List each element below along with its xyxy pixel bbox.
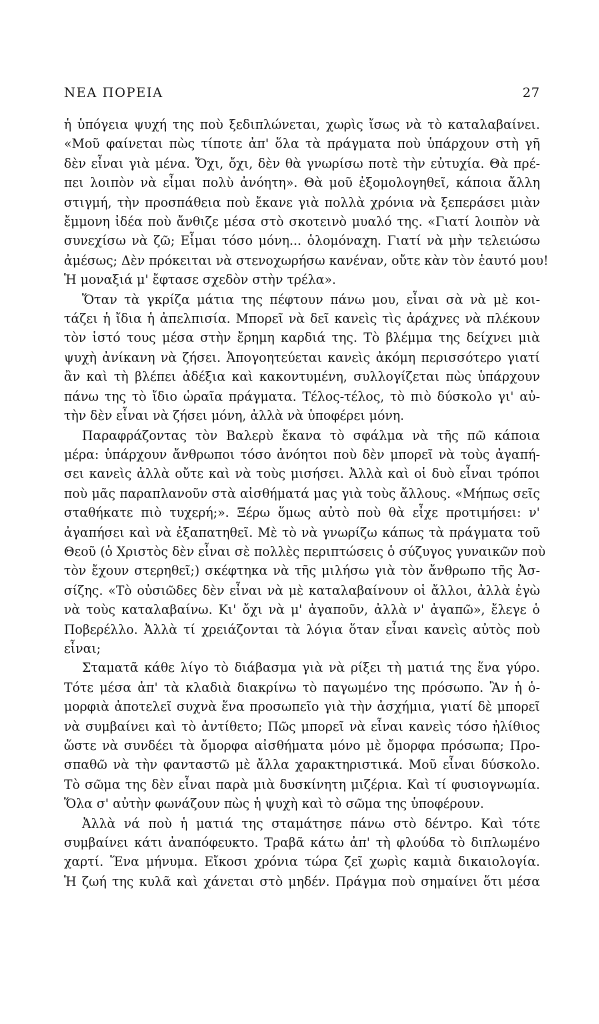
text-line: νὰ τοὺς καταλαβαίνω. Κι' ὄχι νὰ μ' ἀγαποῦν, ἀλλὰ ν' ἀγαπῶ», ἔλεγε ὁ bbox=[64, 602, 540, 618]
text-line: χαρτί. Ἕνα μήνυμα. Εἴκοσι χρόνια τώρα ζεῖ χωρὶς καμιὰ δικαιολογία. bbox=[64, 854, 540, 870]
paragraph bbox=[64, 290, 540, 426]
text-line: δὲν εἶναι γιὰ μένα. Ὄχι, ὄχι, δὲν θὰ γνωρίσω ποτὲ τὴν εὐτυχία. Θὰ πρέ- bbox=[64, 155, 540, 171]
text-line: εἶναι; bbox=[64, 640, 101, 656]
text-line: ψυχὴ ἀνίκανη νὰ ζήσει. Ἀπογοητεύεται κανεὶς ἀκόμη περισσότερο γιατί bbox=[64, 349, 540, 365]
running-title: ΝΕΑ ΠΟΡΕΙΑ bbox=[64, 86, 164, 101]
paragraph bbox=[64, 658, 540, 813]
text-line: στιγμή, τὴν προσπάθεια ποὺ ἔκανε γιὰ πολλὰ χρόνια νὰ ξεπεράσει μιὰν bbox=[64, 194, 540, 210]
text-line: Θεοῦ (ὁ Χριστὸς δὲν εἶναι σὲ πολλὲς περιπτώσεις ὁ σύζυγος γυναικῶν ποὺ bbox=[64, 543, 546, 559]
text-line: Ἀλλὰ νά ποὺ ἡ ματιά της σταμάτησε πάνω στὸ δέντρο. Καὶ τότε bbox=[82, 815, 540, 831]
paragraph bbox=[64, 115, 549, 290]
text-line: Ὅταν τὰ γκρίζα μάτια της πέφτουν πάνω μου, εἶναι σὰ νὰ μὲ κοι- bbox=[82, 291, 540, 307]
text-line: ὥστε νὰ συνδέει τὰ ὄμορφα αἰσθήματα μόνο μὲ ὄμορφα πρόσωπα; Προ- bbox=[64, 738, 540, 753]
text-line: ἡ ὑπόγεια ψυχή της ποὺ ξεδιπλώνεται, χωρὶς ἴσως νὰ τὸ καταλαβαίνει. bbox=[64, 117, 540, 132]
text-line: τάζει ἡ ἴδια ἡ ἀπελπισία. Μπορεῖ νὰ δεῖ κανεὶς τὶς ἀράχνες νὰ πλέκουν bbox=[64, 311, 540, 327]
text-line: συμβαίνει κάτι ἀναπόφευκτο. Τραβᾶ κάτω ἀπ' τὴ φλούδα τὸ διπλωμένο bbox=[64, 835, 540, 851]
text-line: Παραφράζοντας τὸν Βαλερὺ ἔκανα τὸ σφάλμα νὰ τῆς πῶ κάποια bbox=[82, 427, 540, 443]
text-line: Σταματᾶ κάθε λίγο τὸ διάβασμα γιὰ νὰ ρίξει τὴ ματιά της ἕνα γύρο. bbox=[82, 660, 540, 676]
text-line: Τότε μέσα ἀπ' τὰ κλαδιὰ διακρίνω τὸ παγωμένο της πρόσωπο. Ἂν ἡ ὁ- bbox=[64, 679, 540, 695]
body-text bbox=[64, 115, 549, 891]
text-line: Τὸ σῶμα της δὲν εἶναι παρὰ μιὰ δυσκίνητη μιζέρια. Καὶ τί φυσιογνωμία. bbox=[64, 776, 540, 792]
text-line: ποὺ μᾶς παραπλανοῦν στὰ αἰσθήματά μας γιὰ τοὺς ἄλλους. «Μήπως σεῖς bbox=[64, 485, 540, 501]
text-line: σίζης. «Τὸ οὐσιῶδες δὲν εἶναι νὰ μὲ καταλαβαίνουν οἱ ἄλλοι, ἀλλὰ ἐγὼ bbox=[64, 582, 540, 598]
text-line: νὰ συμβαίνει καὶ τὸ ἀντίθετο; Πῶς μπορεῖ νὰ εἶναι κανεὶς τόσο ἠλίθιος bbox=[64, 718, 540, 734]
text-line: ἀγαπήσει καὶ νὰ ἐξαπατηθεῖ. Μὲ τὸ νὰ γνωρίζω κάπως τὰ πράγματα τοῦ bbox=[64, 524, 540, 540]
text-line: πάνω της τὸ ἴδιο ὡραῖα πράγματα. Τέλος-τέλος, τὸ πιὸ δύσκολο γι' αὐ- bbox=[64, 388, 540, 404]
text-line: ἀμέσως; Δὲν πρόκειται νὰ στενοχωρήσω κανέναν, οὔτε κὰν τὸν ἑαυτό μου! bbox=[64, 252, 549, 268]
text-line: συνεχίσω νὰ ζῶ; Εἶμαι τόσο μόνη... ὁλομόναχη. Γιατί νὰ μὴν τελειώσω bbox=[64, 233, 540, 249]
text-line: «Μοῦ φαίνεται πὼς τίποτε ἀπ' ὅλα τὰ πράγματα ποὺ ὑπάρχουν στὴ γῆ bbox=[64, 136, 540, 152]
paragraph bbox=[64, 426, 546, 659]
text-line: τὸν ἔχουν στερηθεῖ;) σκέφτηκα νὰ τῆς μιλήσω γιὰ τὸν ἄνθρωπο τῆς Ἀσ- bbox=[64, 563, 540, 579]
text-line: τὴν δὲν εἶναι νὰ ζήσει μόνη, ἀλλὰ νὰ ὑποφέρει μόνη. bbox=[64, 408, 405, 424]
text-line: ἂν καὶ τὴ βλέπει ἀδέξια καὶ κακοντυμένη, συλλογίζεται πὼς ὑπάρχουν bbox=[64, 369, 540, 385]
text-line: ἔμμονη ἰδέα ποὺ ἄνθιζε μέσα στὸ σκοτεινὸ μυαλό της. «Γιατί λοιπὸν νὰ bbox=[64, 214, 540, 230]
text-line: σταθήκατε πιὸ τυχερή;». Ξέρω ὅμως αὐτὸ ποὺ θὰ εἶχε προτιμήσει: ν' bbox=[64, 505, 540, 521]
text-line: μορφιὰ ἀποτελεῖ συχνὰ ἕνα προσωπεῖο γιὰ τὴν ἀσχήμια, γιατί δὲ μπορεῖ bbox=[64, 699, 540, 715]
paragraph bbox=[64, 814, 540, 892]
page-number: 27 bbox=[522, 86, 540, 101]
text-line: Ἡ μοναξιά μ' ἔφτασε σχεδὸν στὴν τρέλα». bbox=[64, 272, 337, 288]
text-line: σπαθῶ νὰ τὴν φανταστῶ μὲ ἄλλα χαρακτηριστικά. Μοῦ εἶναι δύσκολο. bbox=[64, 757, 540, 773]
text-line: πει λοιπὸν νὰ εἶμαι πολὺ ἀνόητη». Θὰ μοῦ ἐξομολογηθεῖ, κάποια ἄλλη bbox=[64, 175, 540, 191]
text-line: μέρα: ὑπάρχουν ἄνθρωποι τόσο ἀνόητοι ποὺ δὲν μπορεῖ νὰ τοὺς ἀγαπή- bbox=[64, 446, 540, 462]
running-head bbox=[64, 86, 540, 101]
text-line: τὸν ἱστό τους μέσα στὴν ἔρημη καρδιά της. Τὸ βλέμμα της δείχνει μιὰ bbox=[64, 330, 540, 346]
text-line: Ἡ ζωή της κυλᾶ καὶ χάνεται στὸ μηδέν. Πράγμα ποὺ σημαίνει ὅτι μέσα bbox=[64, 873, 540, 889]
text-line: Ὅλα σ' αὐτὴν φωνάζουν πὼς ἡ ψυχὴ καὶ τὸ σῶμα της ὑποφέρουν. bbox=[64, 796, 485, 812]
text-line: Ποβερέλλο. Ἀλλὰ τί χρειάζονται τὰ λόγια ὅταν εἶναι κανεὶς αὐτὸς ποὺ bbox=[64, 621, 540, 637]
book-page bbox=[64, 86, 549, 891]
text-line: σει κανεὶς ἀλλὰ οὔτε καὶ νὰ τοὺς μισήσει. Ἀλλὰ καὶ οἱ δυὸ εἶναι τρόποι bbox=[64, 466, 540, 482]
